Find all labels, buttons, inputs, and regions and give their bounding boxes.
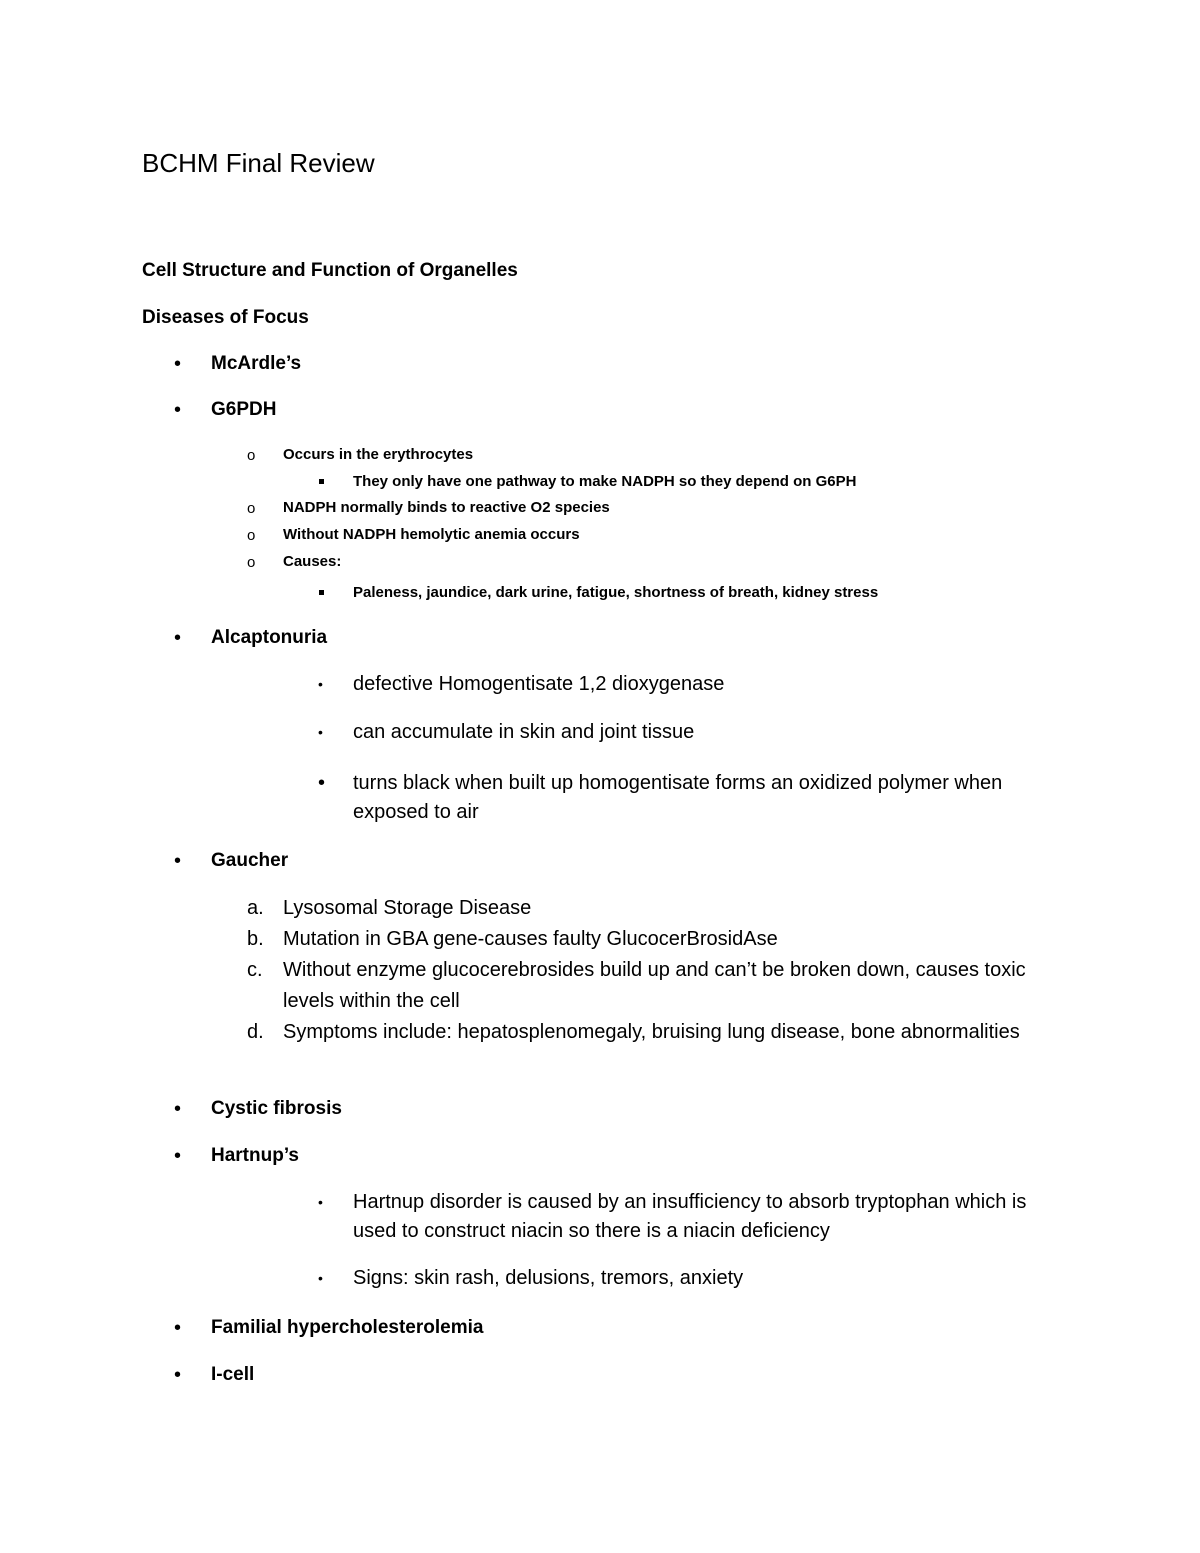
- bullet-icon: •: [174, 1145, 182, 1167]
- bullet-icon: •: [174, 1364, 182, 1386]
- small-bullet-icon: •: [318, 1270, 323, 1286]
- small-bullet-icon: •: [318, 724, 323, 740]
- disease-familial-hypercholesterolemia: Familial hypercholesterolemia: [211, 1317, 484, 1338]
- g6pdh-subdetail: They only have one pathway to make NADPH so they depend on G6PH: [353, 473, 857, 490]
- disease-g6pdh: G6PDH: [211, 399, 277, 420]
- gaucher-item: Mutation in GBA gene-causes faulty GlucocerBrosidAse: [283, 928, 778, 950]
- bullet-icon: •: [174, 353, 182, 375]
- list-marker: a.: [247, 897, 264, 919]
- circle-bullet-icon: o: [247, 500, 256, 517]
- g6pdh-detail: NADPH normally binds to reactive O2 species: [283, 499, 610, 516]
- g6pdh-subdetail: Paleness, jaundice, dark urine, fatigue, shortness of breath, kidney stress: [353, 584, 879, 601]
- section-heading: Cell Structure and Function of Organelles: [142, 260, 518, 281]
- g6pdh-detail: Without NADPH hemolytic anemia occurs: [283, 526, 580, 543]
- list-marker: d.: [247, 1021, 264, 1043]
- gaucher-item: Without enzyme glucocerebrosides build up and can’t be broken down, causes toxic levels within the cell: [283, 959, 1026, 1012]
- disease-i-cell: I-cell: [211, 1364, 255, 1385]
- disease-hartnups: Hartnup’s: [211, 1145, 299, 1166]
- alcaptonuria-point: defective Homogentisate 1,2 dioxygenase: [353, 673, 725, 695]
- bullet-icon: •: [174, 1317, 182, 1339]
- gaucher-item: Lysosomal Storage Disease: [283, 897, 532, 919]
- subsection-heading: Diseases of Focus: [142, 307, 309, 328]
- document-title: BCHM Final Review: [142, 148, 375, 178]
- list-marker: b.: [247, 928, 264, 950]
- disease-mcardles: McArdle’s: [211, 353, 302, 374]
- circle-bullet-icon: o: [247, 527, 256, 544]
- hartnups-point: Signs: skin rash, delusions, tremors, anxiety: [353, 1267, 744, 1289]
- small-bullet-icon: •: [318, 772, 326, 794]
- disease-cystic-fibrosis: Cystic fibrosis: [211, 1098, 342, 1119]
- bullet-icon: •: [174, 1098, 182, 1120]
- small-bullet-icon: •: [318, 1194, 323, 1210]
- bullet-icon: •: [174, 850, 182, 872]
- gaucher-item: Symptoms include: hepatosplenomegaly, bruising lung disease, bone abnormalities: [283, 1021, 1020, 1043]
- bullet-icon: •: [174, 627, 182, 649]
- small-bullet-icon: •: [318, 676, 323, 692]
- alcaptonuria-point: can accumulate in skin and joint tissue: [353, 721, 695, 743]
- square-bullet-icon: [319, 479, 324, 484]
- square-bullet-icon: [319, 590, 324, 595]
- disease-gaucher: Gaucher: [211, 850, 289, 871]
- list-marker: c.: [247, 959, 263, 981]
- circle-bullet-icon: o: [247, 554, 256, 571]
- hartnups-point: Hartnup disorder is caused by an insufficiency to absorb tryptophan which is used to construct niacin so there is a niacin deficiency: [353, 1191, 1027, 1242]
- g6pdh-detail: Causes:: [283, 553, 342, 570]
- disease-alcaptonuria: Alcaptonuria: [211, 627, 328, 648]
- alcaptonuria-point: turns black when built up homogentisate forms an oxidized polymer when exposed to air: [353, 772, 1003, 823]
- bullet-icon: •: [174, 399, 182, 421]
- g6pdh-detail: Occurs in the erythrocytes: [283, 446, 474, 463]
- circle-bullet-icon: o: [247, 447, 256, 464]
